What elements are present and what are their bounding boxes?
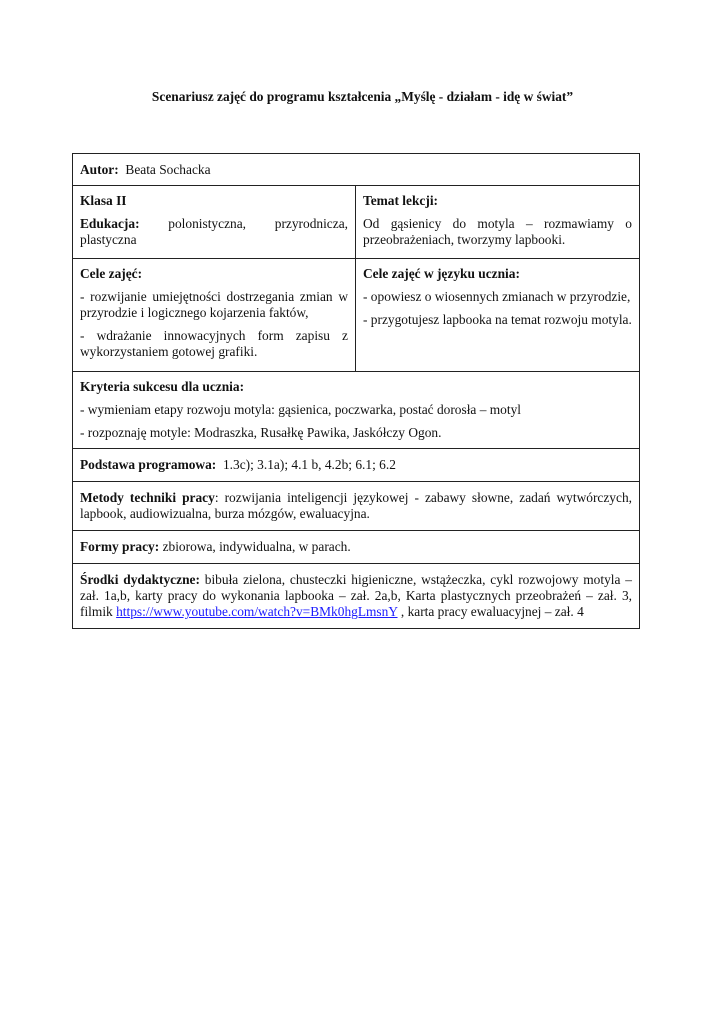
materials-paragraph	[80, 572, 632, 620]
document-title: Scenariusz zajęć do programu kształcenia „Myślę - działam - idę w świat”	[151, 89, 574, 104]
criteria-label: Kryteria sukcesu dla ucznia:	[80, 379, 245, 394]
methods-paragraph	[80, 490, 632, 522]
forms-label: Formy pracy:	[80, 539, 160, 554]
goal-item: - wdrażanie innowacyjnych form zapisu z wykorzystaniem gotowej grafiki.	[80, 328, 348, 359]
criteria-item: - rozpoznaję motyle: Modraszka, Rusałkę Pawika, Jaskółczy Ogon.	[80, 425, 442, 440]
materials-value: bibuła zielona, chusteczki higieniczne, wstążeczka, cykl rozwojowy motyla – zał. 1a,b, karty pracy do wykonania lapbooka – zał. 2a,b, Karta plastycznych przeobrażeń – zał. 3, filmik	[80, 572, 632, 619]
topic-value: Od gąsienicy do motyla – rozmawiamy o przeobrażeniach, tworzymy lapbooki.	[363, 216, 632, 247]
class-label: Klasa II	[80, 193, 127, 208]
row-criteria	[73, 372, 640, 449]
forms-value: zbiorowa, indywidualna, w parach.	[162, 539, 351, 554]
goal-item: - rozwijanie umiejętności dostrzegania zmian w przyrodzie i logicznego kojarzenia faktów,	[80, 289, 348, 320]
student-goals-label: Cele zajęć w języku ucznia:	[363, 266, 520, 281]
education-paragraph	[80, 216, 348, 248]
row-methods	[73, 482, 640, 531]
curriculum-value: 1.3c); 3.1a); 4.1 b, 4.2b; 6.1; 6.2	[222, 457, 396, 472]
row-author	[73, 154, 640, 186]
row-materials	[73, 564, 640, 629]
education-value: polonistyczna, przyrodnicza, plastyczna	[80, 216, 348, 247]
video-link[interactable]: https://www.youtube.com/watch?v=BMk0hgLmsnY	[116, 604, 398, 619]
row-curriculum	[73, 449, 640, 482]
materials-value-end: , karta pracy ewaluacyjnej – zał. 4	[400, 604, 584, 619]
lesson-scenario-table	[72, 153, 640, 629]
row-goals	[73, 259, 640, 372]
education-label: Edukacja:	[80, 216, 140, 231]
methods-value: : rozwijania inteligencji językowej - zabawy słowne, zadań wytwórczych, lapbook, audiowizualna, burza mózgów, ewaluacyjna.	[80, 490, 632, 521]
criteria-item: - wymieniam etapy rozwoju motyla: gąsienica, poczwarka, postać dorosła – motyl	[80, 402, 522, 417]
methods-label: Metody techniki pracy	[80, 490, 215, 505]
author-label: Autor:	[80, 162, 119, 177]
author-value: Beata Sochacka	[125, 162, 211, 177]
row-forms	[73, 531, 640, 564]
goals-label: Cele zajęć:	[80, 266, 143, 281]
student-goal-item: - przygotujesz lapbooka na temat rozwoju motyla.	[363, 312, 632, 327]
topic-label: Temat lekcji:	[363, 193, 438, 208]
row-class-topic	[73, 186, 640, 259]
curriculum-label: Podstawa programowa:	[80, 457, 217, 472]
student-goal-item: - opowiesz o wiosennych zmianach w przyrodzie,	[363, 289, 631, 304]
materials-label: Środki dydaktyczne:	[80, 572, 200, 587]
